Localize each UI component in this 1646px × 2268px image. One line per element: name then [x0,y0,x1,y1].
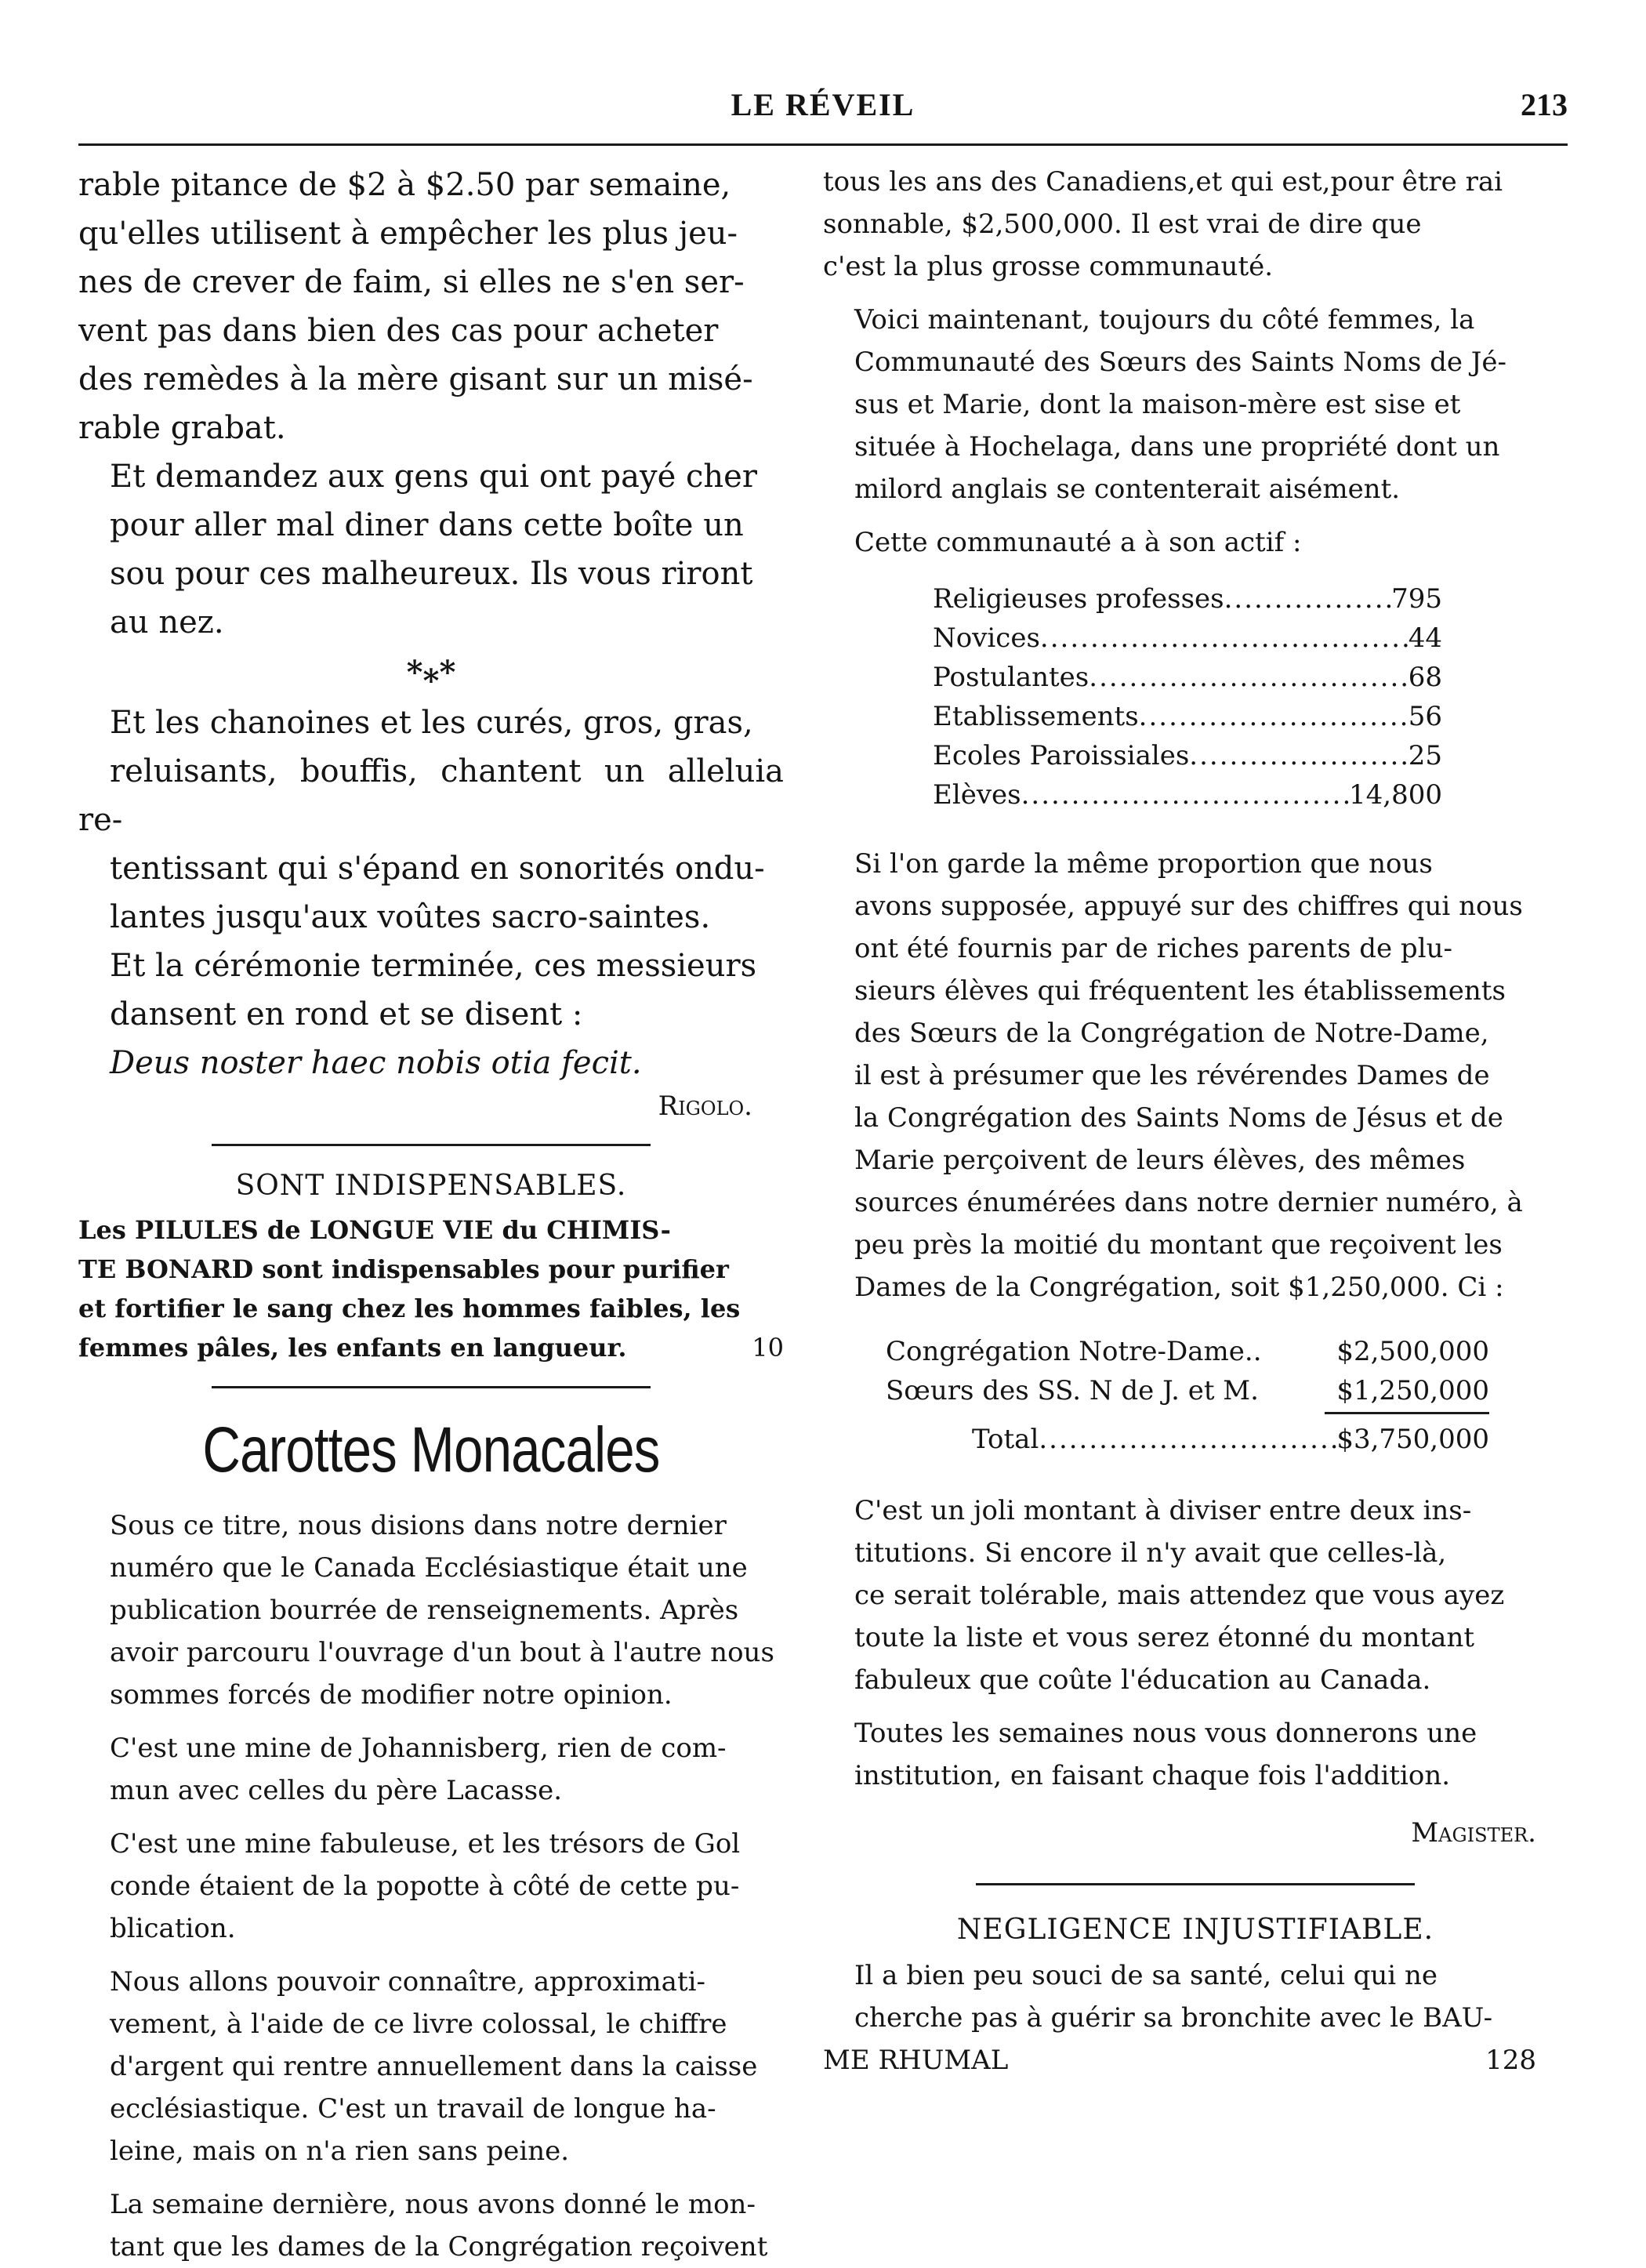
stat-value: 14,800 [1349,779,1442,811]
text-line: des remèdes à la mère gisant sur un misé- [78,361,753,397]
text-line: tous les ans des Canadiens,et qui est,pour être rai [823,166,1503,198]
text-line: Marie perçoivent de leurs élèves, des mêmes [854,1145,1466,1176]
paragraph [78,452,784,647]
text-line: C'est une mine de Johannisberg, rien de com- [110,1733,727,1764]
text-line: Nous allons pouvoir connaître, approximati- [110,1966,705,1998]
ad-line: femmes pâles, les enfants en langueur. [78,1333,627,1363]
dot-leader [1139,697,1409,736]
text-line: sieurs élèves qui fréquentent les établissements [854,975,1506,1007]
ad-line: TE BONARD sont indispensables pour purifier [78,1254,729,1284]
text-line: sources énumérées dans notre dernier numéro, à [854,1187,1523,1218]
dot-leader [1039,1417,1336,1461]
money-label: Congrégation Notre-Dame.. [886,1336,1262,1367]
text-line: nes de crever de faim, si elles ne s'en ser- [78,264,745,300]
continued-paragraph [823,161,1568,288]
left-column [78,161,784,2268]
asterism: *⁎* [406,654,456,691]
text-line: au nez. [110,604,224,640]
section-divider [976,1883,1415,1885]
text-line: peu près la moitié du montant que reçoivent les [854,1229,1503,1261]
text-line: qu'elles utilisent à empêcher les plus jeu- [78,216,738,252]
text-line: rable pitance de $2 à $2.50 par semaine, [78,167,731,203]
text-line: rable grabat. [78,410,286,446]
sum-rule [1325,1412,1489,1414]
text-line: milord anglais se contenterait aisément. [854,474,1401,505]
signature: Magister. [1411,1817,1536,1849]
text-line: Dames de la Congrégation, soit $1,250,000. Ci : [854,1272,1504,1303]
text-line: institution, en faisant chaque fois l'addition. [854,1760,1451,1791]
stat-value: 56 [1408,701,1442,732]
stat-row [933,579,1442,619]
money-total-row [972,1417,1489,1461]
text-line: titutions. Si encore il n'y avait que celles-là, [854,1537,1447,1569]
text-line: La semaine dernière, nous avons donné le mon- [110,2189,756,2220]
article-paragraph [78,1504,784,1716]
stat-row [933,736,1442,775]
text-line: pour aller mal diner dans cette boîte un [110,507,744,543]
article-paragraph [78,1823,784,1950]
money-row [886,1332,1489,1371]
dot-leader [1224,579,1391,619]
article-title: Carottes Monacales [202,1414,660,1486]
article-paragraph [78,1961,784,2172]
total-label: Total [972,1424,1039,1455]
text-line: des Sœurs de la Congrégation de Notre-Dame, [854,1018,1489,1049]
stat-label: Elèves [933,779,1021,811]
text-line: lantes jusqu'aux voûtes sacro-saintes. [110,899,711,935]
ad-line: Les PILULES de LONGUE VIE du CHIMIS- [78,1215,671,1245]
text-line: avons supposée, appuyé sur des chiffres qui nous [854,891,1523,922]
text-line: sus et Marie, dont la maison-mère est sise et [854,389,1461,420]
continued-paragraph [78,161,784,452]
text-line: Et les chanoines et les curés, gros, gras, [110,705,753,741]
money-value: $1,250,000 [1336,1375,1489,1406]
text-line: sommes forcés de modifier notre opinion. [110,1679,673,1711]
ad-line: ME RHUMAL [823,2045,1009,2076]
spacer [1259,1371,1336,1410]
stat-value: 68 [1408,662,1442,693]
dot-leader [1089,658,1408,697]
spacer [1262,1332,1337,1371]
stat-row [933,775,1442,815]
header-rule [78,143,1568,146]
right-column [823,161,1568,2081]
article-paragraph [78,2183,784,2268]
text-line: sou pour ces malheureux. Ils vous riront [110,556,753,592]
text-line: vent pas dans bien des cas pour acheter [78,313,719,349]
signature: Rigolo. [658,1090,752,1122]
stat-label: Postulantes [933,662,1089,693]
dot-leader [1189,736,1408,775]
stat-value: 25 [1408,740,1442,771]
text-line: ce serait tolérable, mais attendez que vous ayez [854,1580,1505,1611]
text-line: blication. [110,1913,236,1944]
ad-heading: SONT INDISPENSABLES. [235,1170,627,1202]
section-divider [212,1144,651,1146]
running-title: LE RÉVEIL [731,87,915,122]
page-number: 213 [1521,87,1568,122]
ad-line: et fortifier le sang chez les hommes faibles, les [78,1294,741,1323]
text-line: numéro que le Canada Ecclésiastique était une [110,1552,748,1584]
ad-line: Il a bien peu souci de sa santé, celui qui ne [854,1960,1438,1991]
paragraph [823,843,1568,1308]
section-divider [212,1386,651,1388]
text-line: Et la cérémonie terminée, ces messieurs [110,948,757,984]
ad-number: 10 [752,1333,784,1363]
text-line: toute la liste et vous serez étonné du montant [854,1622,1474,1653]
stat-row [933,619,1442,658]
text-line: fabuleux que coûte l'éducation au Canada. [854,1664,1431,1696]
text-line: tentissant qui s'épand en sonorités ondu- [110,851,765,887]
article-paragraph [78,1727,784,1812]
ad-line: cherche pas à guérir sa bronchite avec le BAU- [854,2002,1493,2034]
text-line: dansent en rond et se disent : [110,996,583,1032]
community-stats-table [933,579,1442,815]
text-line: Communauté des Sœurs des Saints Noms de Jé- [854,347,1507,378]
text-line: ecclésiastique. C'est un travail de longue ha- [110,2093,716,2125]
money-table [886,1332,1489,1461]
paragraph [823,299,1568,510]
total-value: $3,750,000 [1336,1424,1489,1455]
text-line: Toutes les semaines nous vous donnerons une [854,1718,1477,1749]
text-line: Sous ce titre, nous disions dans notre dernier [110,1510,727,1541]
text-line: publication bourrée de renseignements. Après [110,1595,739,1626]
text-line: reluisants, bouffis, chantent un alleluia re- [78,753,784,838]
text-line: d'argent qui rentre annuellement dans la caisse [110,2051,758,2082]
page-header [78,78,1568,141]
text-line: conde étaient de la popotte à côté de cette pu- [110,1871,740,1902]
text-line: mun avec celles du père Lacasse. [110,1775,563,1806]
money-value: $2,500,000 [1336,1336,1489,1367]
stat-row [933,658,1442,697]
text-line: Voici maintenant, toujours du côté femmes, la [854,304,1475,336]
text-line: il est à présumer que les révérendes Dames de [854,1060,1490,1091]
text-line: tant que les dames de la Congrégation reçoivent [110,2231,768,2263]
stat-label: Ecoles Paroissiales [933,740,1190,771]
paragraph: Cette communauté a à son actif : [854,527,1302,558]
dot-leader [1040,619,1409,658]
stat-value: 44 [1408,622,1442,654]
ad-last-row [78,1328,784,1367]
text-line: ont été fournis par de riches parents de plu- [854,933,1452,964]
money-row [886,1371,1489,1410]
text-line: c'est la plus grosse communauté. [823,251,1274,282]
paragraph [823,1490,1568,1701]
text-line: leine, mais on n'a rien sans peine. [110,2136,570,2167]
text-line: sonnable, $2,500,000. Il est vrai de dire que [823,209,1422,240]
text-line: C'est un joli montant à diviser entre deux ins- [854,1495,1472,1526]
stat-value: 795 [1391,583,1442,615]
text-line: Et demandez aux gens qui ont payé cher [110,459,757,495]
text-line: C'est une mine fabuleuse, et les trésors de Gol [110,1828,741,1860]
ad-number: 128 [1485,2045,1536,2076]
advertisement [823,1954,1568,2039]
ad-heading: NEGLIGENCE INJUSTIFIABLE. [956,1914,1434,1946]
paragraph [823,1712,1568,1797]
stat-row [933,697,1442,736]
stat-label: Religieuses professes [933,583,1224,615]
text-line: Si l'on garde la même proportion que nous [854,848,1433,880]
ad-last-row [823,2039,1568,2081]
money-label: Sœurs des SS. N de J. et M. [886,1375,1259,1406]
stat-label: Etablissements [933,701,1139,732]
text-line: avoir parcouru l'ouvrage d'un bout à l'autre nous [110,1637,774,1668]
text-line: la Congrégation des Saints Noms de Jésus et de [854,1102,1503,1134]
text-line: située à Hochelaga, dans une propriété dont un [854,431,1500,463]
dot-leader [1021,775,1349,815]
text-line: vement, à l'aide de ce livre colossal, le chiffre [110,2009,727,2040]
paragraph [78,942,784,1039]
advertisement [78,1210,784,1367]
stat-label: Novices [933,622,1040,654]
paragraph [78,699,784,942]
latin-quote: Deus noster haec nobis otia fecit. [110,1045,642,1081]
